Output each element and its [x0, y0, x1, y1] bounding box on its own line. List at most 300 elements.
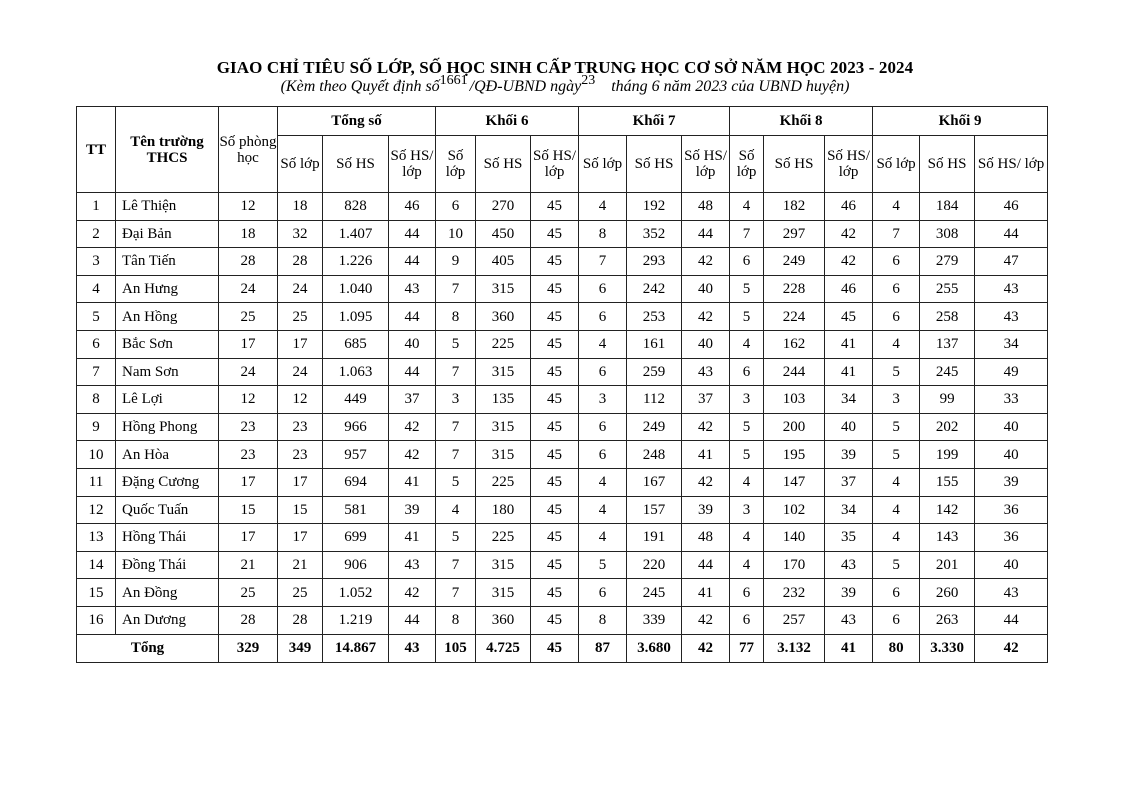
table-cell: 4 [436, 496, 476, 524]
table-cell: 694 [323, 468, 389, 496]
row-index: 7 [77, 358, 116, 386]
table-cell: 44 [389, 220, 436, 248]
table-cell: 41 [825, 358, 873, 386]
table-cell: 46 [825, 193, 873, 221]
total-cell: 14.867 [323, 634, 389, 662]
table-cell: 39 [682, 496, 730, 524]
row-index: 13 [77, 524, 116, 552]
table-cell: 45 [531, 220, 579, 248]
table-cell: 360 [476, 303, 531, 331]
row-index: 12 [77, 496, 116, 524]
table-cell: 42 [682, 606, 730, 634]
table-cell: 220 [627, 551, 682, 579]
table-cell: 162 [764, 330, 825, 358]
table-cell: 4 [579, 524, 627, 552]
table-cell: 45 [531, 330, 579, 358]
table-row [77, 413, 1048, 441]
table-cell: 43 [975, 303, 1048, 331]
grade-9-classes-header: Số lớp [873, 136, 920, 193]
table-cell: 191 [627, 524, 682, 552]
table-cell: 112 [627, 386, 682, 414]
decision-day: 23 [581, 73, 596, 88]
row-index: 6 [77, 330, 116, 358]
school-name: Đại Bản [116, 220, 219, 248]
table-cell: 315 [476, 275, 531, 303]
table-row [77, 386, 1048, 414]
table-cell: 37 [682, 386, 730, 414]
table-cell: 42 [389, 441, 436, 469]
table-cell: 15 [278, 496, 323, 524]
table-cell: 28 [278, 248, 323, 276]
table-cell: 248 [627, 441, 682, 469]
table-cell: 45 [531, 496, 579, 524]
table-cell: 40 [682, 275, 730, 303]
table-row [77, 248, 1048, 276]
table-cell: 42 [389, 413, 436, 441]
table-cell: 225 [476, 468, 531, 496]
table-cell: 360 [476, 606, 531, 634]
row-index: 15 [77, 579, 116, 607]
total-cell: 80 [873, 634, 920, 662]
table-cell: 140 [764, 524, 825, 552]
table-cell: 21 [278, 551, 323, 579]
table-cell: 4 [873, 468, 920, 496]
table-cell: 44 [975, 220, 1048, 248]
table-cell: 42 [825, 248, 873, 276]
table-cell: 6 [873, 248, 920, 276]
header-group-total: Tổng số [278, 107, 436, 136]
table-cell: 43 [682, 358, 730, 386]
table-row [77, 496, 1048, 524]
table-cell: 102 [764, 496, 825, 524]
school-name: An Hồng [116, 303, 219, 331]
total-cell: 4.725 [476, 634, 531, 662]
table-cell: 225 [476, 330, 531, 358]
table-cell: 45 [531, 358, 579, 386]
table-cell: 17 [278, 524, 323, 552]
school-name: An Dương [116, 606, 219, 634]
table-cell: 957 [323, 441, 389, 469]
table-cell: 23 [278, 413, 323, 441]
school-name: Nam Sơn [116, 358, 219, 386]
table-cell: 4 [730, 524, 764, 552]
total-cell: 3.132 [764, 634, 825, 662]
table-cell: 42 [682, 303, 730, 331]
school-name: Đồng Thái [116, 551, 219, 579]
row-index: 2 [77, 220, 116, 248]
table-cell: 200 [764, 413, 825, 441]
header-group-grade-8: Khối 8 [730, 107, 873, 136]
table-cell: 46 [825, 275, 873, 303]
table-cell: 244 [764, 358, 825, 386]
school-name: Lê Lợi [116, 386, 219, 414]
table-cell: 249 [764, 248, 825, 276]
table-cell: 6 [730, 606, 764, 634]
table-cell: 405 [476, 248, 531, 276]
table-cell: 45 [531, 303, 579, 331]
table-cell: 45 [531, 441, 579, 469]
table-cell: 12 [219, 386, 278, 414]
table-cell: 9 [436, 248, 476, 276]
table-cell: 12 [219, 193, 278, 221]
table-cell: 43 [975, 579, 1048, 607]
table-cell: 5 [730, 275, 764, 303]
row-index: 14 [77, 551, 116, 579]
table-cell: 7 [873, 220, 920, 248]
table-cell: 5 [730, 303, 764, 331]
table-cell: 224 [764, 303, 825, 331]
table-row [77, 193, 1048, 221]
table-cell: 17 [219, 524, 278, 552]
table-cell: 34 [975, 330, 1048, 358]
table-cell: 245 [920, 358, 975, 386]
table-cell: 5 [436, 468, 476, 496]
total-cell: 349 [278, 634, 323, 662]
table-cell: 315 [476, 441, 531, 469]
table-cell: 45 [531, 468, 579, 496]
table-cell: 28 [219, 248, 278, 276]
table-cell: 6 [579, 579, 627, 607]
table-cell: 4 [579, 496, 627, 524]
table-cell: 45 [531, 386, 579, 414]
table-cell: 44 [682, 220, 730, 248]
table-cell: 8 [579, 606, 627, 634]
table-cell: 15 [219, 496, 278, 524]
table-cell: 828 [323, 193, 389, 221]
school-name: An Đồng [116, 579, 219, 607]
total-cell: 105 [436, 634, 476, 662]
table-cell: 6 [873, 606, 920, 634]
table-cell: 260 [920, 579, 975, 607]
table-cell: 315 [476, 551, 531, 579]
table-cell: 33 [975, 386, 1048, 414]
table-cell: 5 [436, 524, 476, 552]
table-cell: 45 [531, 524, 579, 552]
table-cell: 352 [627, 220, 682, 248]
row-index: 11 [77, 468, 116, 496]
table-row [77, 606, 1048, 634]
table-row [77, 468, 1048, 496]
total-cell: 42 [975, 634, 1048, 662]
table-cell: 5 [579, 551, 627, 579]
grade-8-classes-header: Số lớp [730, 136, 764, 193]
table-cell: 182 [764, 193, 825, 221]
table-cell: 6 [730, 579, 764, 607]
table-cell: 6 [579, 358, 627, 386]
grade-7-students-header: Số HS [627, 136, 682, 193]
document-title: GIAO CHỈ TIÊU SỐ LỚP, SỐ HỌC SINH CẤP TRUNG HỌC CƠ SỞ NĂM HỌC 2023 - 2024 [216, 58, 914, 77]
header-group-grade-7: Khối 7 [579, 107, 730, 136]
table-cell: 40 [825, 413, 873, 441]
enrollment-table [76, 106, 1048, 663]
grade-6-classes-header: Số lớp [436, 136, 476, 193]
table-cell: 7 [436, 551, 476, 579]
table-cell: 7 [436, 441, 476, 469]
table-cell: 5 [730, 413, 764, 441]
table-cell: 5 [873, 358, 920, 386]
table-cell: 23 [278, 441, 323, 469]
total-classes-header: Số lớp [278, 136, 323, 193]
grade-8-ratio-header: Số HS/ lớp [825, 136, 873, 193]
table-cell: 17 [219, 330, 278, 358]
grade-6-ratio-header: Số HS/ lớp [531, 136, 579, 193]
table-cell: 28 [278, 606, 323, 634]
table-cell: 3 [730, 496, 764, 524]
table-cell: 3 [730, 386, 764, 414]
table-cell: 42 [682, 248, 730, 276]
table-cell: 44 [682, 551, 730, 579]
table-cell: 263 [920, 606, 975, 634]
row-index: 10 [77, 441, 116, 469]
table-cell: 161 [627, 330, 682, 358]
header-group-grade-9: Khối 9 [873, 107, 1048, 136]
table-cell: 249 [627, 413, 682, 441]
table-cell: 47 [975, 248, 1048, 276]
table-cell: 6 [873, 579, 920, 607]
table-cell: 48 [682, 193, 730, 221]
table-cell: 24 [219, 275, 278, 303]
table-cell: 39 [389, 496, 436, 524]
table-cell: 4 [579, 468, 627, 496]
table-cell: 259 [627, 358, 682, 386]
table-cell: 4 [730, 468, 764, 496]
table-row [77, 303, 1048, 331]
table-cell: 339 [627, 606, 682, 634]
table-cell: 18 [278, 193, 323, 221]
table-cell: 44 [389, 358, 436, 386]
grade-9-ratio-header: Số HS/ lớp [975, 136, 1048, 193]
table-cell: 5 [873, 551, 920, 579]
table-cell: 8 [579, 220, 627, 248]
table-cell: 143 [920, 524, 975, 552]
table-cell: 37 [389, 386, 436, 414]
table-cell: 257 [764, 606, 825, 634]
table-cell: 45 [531, 551, 579, 579]
total-ratio-header: Số HS/ lớp [389, 136, 436, 193]
table-cell: 906 [323, 551, 389, 579]
table-cell: 42 [682, 413, 730, 441]
table-cell: 6 [730, 358, 764, 386]
table-cell: 45 [825, 303, 873, 331]
table-cell: 42 [682, 468, 730, 496]
table-cell: 293 [627, 248, 682, 276]
row-index: 1 [77, 193, 116, 221]
table-cell: 44 [389, 303, 436, 331]
table-cell: 180 [476, 496, 531, 524]
table-cell: 685 [323, 330, 389, 358]
table-cell: 40 [389, 330, 436, 358]
table-cell: 23 [219, 441, 278, 469]
table-cell: 3 [873, 386, 920, 414]
table-cell: 39 [975, 468, 1048, 496]
table-cell: 1.095 [323, 303, 389, 331]
table-cell: 199 [920, 441, 975, 469]
table-cell: 25 [278, 579, 323, 607]
table-cell: 24 [278, 358, 323, 386]
table-cell: 245 [627, 579, 682, 607]
table-cell: 6 [579, 275, 627, 303]
school-name: An Hòa [116, 441, 219, 469]
table-cell: 4 [730, 193, 764, 221]
table-cell: 6 [730, 248, 764, 276]
table-cell: 8 [436, 606, 476, 634]
total-cell: 3.680 [627, 634, 682, 662]
table-cell: 46 [975, 193, 1048, 221]
subtitle-part-1: (Kèm theo Quyết định số [280, 78, 440, 95]
table-cell: 7 [436, 413, 476, 441]
table-cell: 41 [825, 330, 873, 358]
table-cell: 1.040 [323, 275, 389, 303]
row-index: 8 [77, 386, 116, 414]
total-row [77, 634, 1048, 662]
table-cell: 449 [323, 386, 389, 414]
total-cell: 77 [730, 634, 764, 662]
table-cell: 270 [476, 193, 531, 221]
table-row [77, 330, 1048, 358]
table-row [77, 358, 1048, 386]
table-cell: 1.052 [323, 579, 389, 607]
grade-8-students-header: Số HS [764, 136, 825, 193]
table-cell: 4 [730, 330, 764, 358]
school-name: Đặng Cương [116, 468, 219, 496]
table-cell: 170 [764, 551, 825, 579]
table-cell: 155 [920, 468, 975, 496]
total-cell: 41 [825, 634, 873, 662]
total-students-header: Số HS [323, 136, 389, 193]
document-subtitle [0, 73, 1130, 96]
grade-7-classes-header: Số lớp [579, 136, 627, 193]
table-cell: 1.063 [323, 358, 389, 386]
table-cell: 137 [920, 330, 975, 358]
table-cell: 43 [975, 275, 1048, 303]
school-name: Tân Tiến [116, 248, 219, 276]
table-cell: 48 [682, 524, 730, 552]
table-cell: 4 [579, 330, 627, 358]
table-cell: 581 [323, 496, 389, 524]
table-cell: 157 [627, 496, 682, 524]
table-cell: 4 [873, 496, 920, 524]
table-cell: 99 [920, 386, 975, 414]
table-cell: 4 [579, 193, 627, 221]
table-cell: 232 [764, 579, 825, 607]
table-cell: 4 [873, 330, 920, 358]
table-cell: 1.226 [323, 248, 389, 276]
table-cell: 192 [627, 193, 682, 221]
school-name: Quốc Tuấn [116, 496, 219, 524]
table-cell: 228 [764, 275, 825, 303]
table-cell: 4 [873, 193, 920, 221]
table-cell: 1.407 [323, 220, 389, 248]
table-cell: 43 [389, 275, 436, 303]
table-cell: 34 [825, 386, 873, 414]
total-cell: 87 [579, 634, 627, 662]
table-cell: 167 [627, 468, 682, 496]
table-cell: 40 [975, 551, 1048, 579]
table-cell: 36 [975, 496, 1048, 524]
table-cell: 45 [531, 579, 579, 607]
table-cell: 45 [531, 275, 579, 303]
table-cell: 28 [219, 606, 278, 634]
header-group-grade-6: Khối 6 [436, 107, 579, 136]
table-cell: 7 [436, 275, 476, 303]
table-cell: 258 [920, 303, 975, 331]
table-cell: 6 [436, 193, 476, 221]
school-name: An Hưng [116, 275, 219, 303]
grade-9-students-header: Số HS [920, 136, 975, 193]
table-row [77, 551, 1048, 579]
table-cell: 41 [682, 441, 730, 469]
table-cell: 255 [920, 275, 975, 303]
table-cell: 308 [920, 220, 975, 248]
table-cell: 40 [975, 441, 1048, 469]
table-cell: 253 [627, 303, 682, 331]
table-row [77, 441, 1048, 469]
table-cell: 201 [920, 551, 975, 579]
table-cell: 40 [975, 413, 1048, 441]
total-cell: 329 [219, 634, 278, 662]
table-cell: 8 [436, 303, 476, 331]
table-cell: 41 [389, 468, 436, 496]
row-index: 3 [77, 248, 116, 276]
table-cell: 10 [436, 220, 476, 248]
table-cell: 44 [975, 606, 1048, 634]
table-cell: 4 [873, 524, 920, 552]
table-cell: 32 [278, 220, 323, 248]
subtitle-part-2: /QĐ-UBND ngày [469, 78, 582, 95]
table-cell: 135 [476, 386, 531, 414]
table-cell: 21 [219, 551, 278, 579]
table-cell: 24 [219, 358, 278, 386]
table-cell: 5 [873, 413, 920, 441]
table-cell: 5 [436, 330, 476, 358]
table-cell: 6 [579, 413, 627, 441]
table-cell: 142 [920, 496, 975, 524]
table-cell: 297 [764, 220, 825, 248]
table-row [77, 220, 1048, 248]
school-name: Hồng Phong [116, 413, 219, 441]
row-index: 16 [77, 606, 116, 634]
table-cell: 315 [476, 413, 531, 441]
table-cell: 184 [920, 193, 975, 221]
table-row [77, 524, 1048, 552]
table-cell: 315 [476, 579, 531, 607]
row-index: 5 [77, 303, 116, 331]
grade-6-students-header: Số HS [476, 136, 531, 193]
header-school-name: Tên trường THCS [116, 107, 219, 193]
table-cell: 7 [436, 579, 476, 607]
table-cell: 39 [825, 441, 873, 469]
table-cell: 44 [389, 606, 436, 634]
table-cell: 450 [476, 220, 531, 248]
header-tt: TT [77, 107, 116, 193]
table-cell: 202 [920, 413, 975, 441]
table-cell: 6 [579, 303, 627, 331]
table-cell: 25 [219, 579, 278, 607]
table-cell: 35 [825, 524, 873, 552]
row-index: 4 [77, 275, 116, 303]
table-cell: 43 [825, 551, 873, 579]
table-cell: 17 [278, 330, 323, 358]
table-cell: 36 [975, 524, 1048, 552]
table-cell: 17 [219, 468, 278, 496]
total-cell: 3.330 [920, 634, 975, 662]
table-cell: 44 [389, 248, 436, 276]
table-cell: 24 [278, 275, 323, 303]
table-cell: 225 [476, 524, 531, 552]
table-row [77, 275, 1048, 303]
table-cell: 41 [682, 579, 730, 607]
table-cell: 5 [873, 441, 920, 469]
